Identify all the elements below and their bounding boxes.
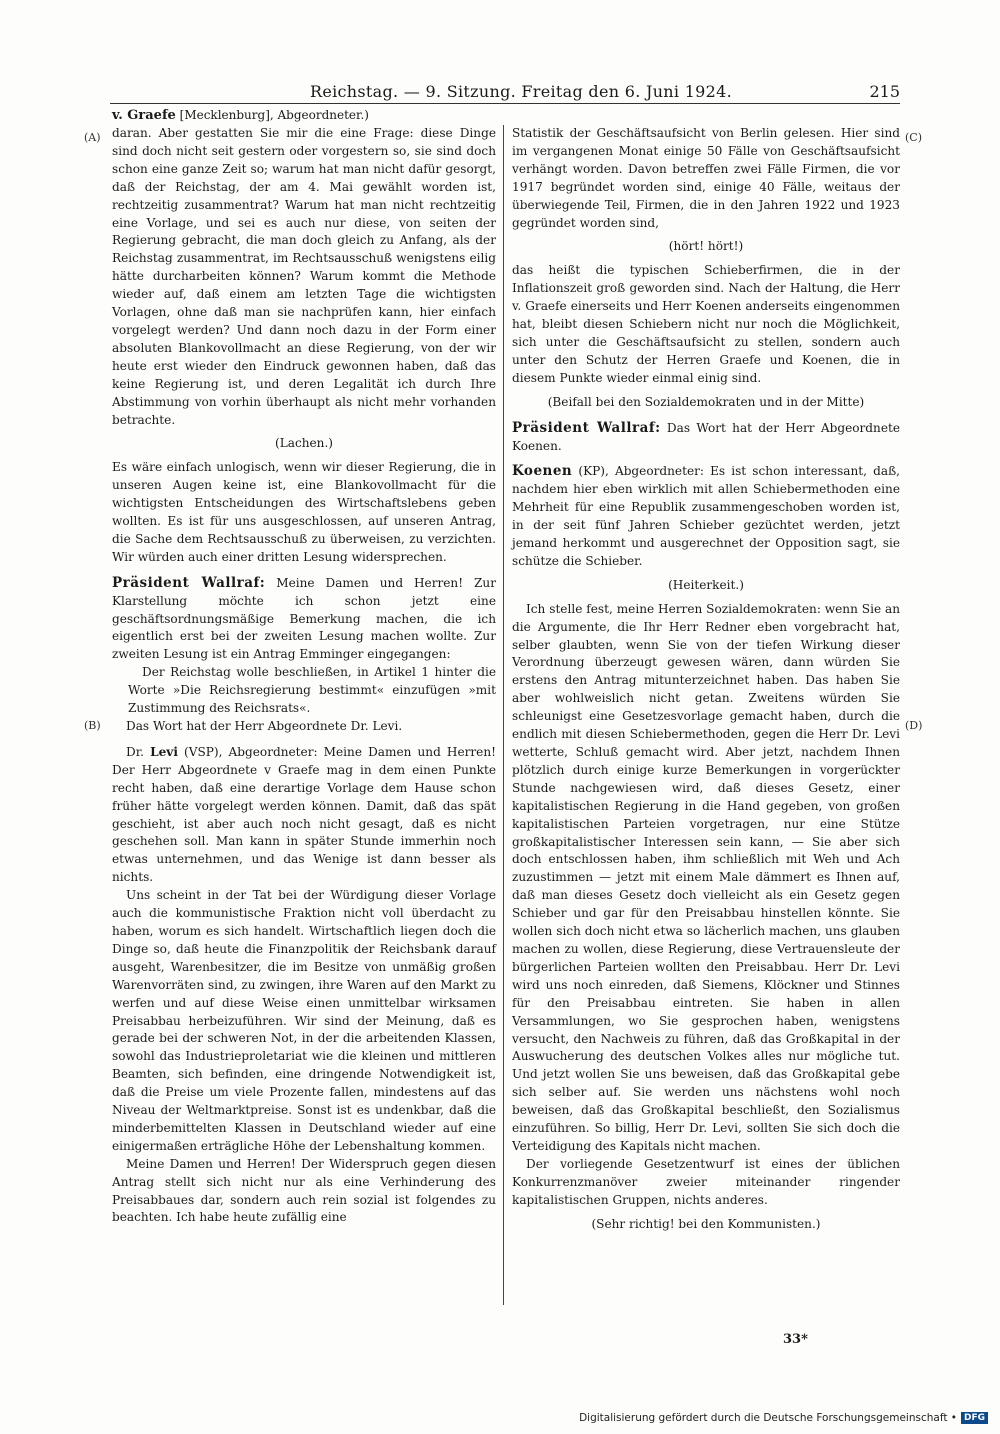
- speech-text: Das Wort hat der Herr Abgeordnete Koenen.: [512, 420, 900, 453]
- dfg-logo: DFG: [961, 1412, 988, 1424]
- signature-mark: 33*: [783, 1332, 808, 1347]
- margin-mark-b: (B): [84, 719, 101, 732]
- footer-text: Digitalisierung gefördert durch die Deutsche Forschungsgemeinschaft •: [579, 1412, 957, 1424]
- interjection: (hört! hört!): [668, 239, 744, 254]
- paragraph: Es wäre einfach unlogisch, wenn wir dieser Regierung, die in unseren Augen keine ist, eine Blankovollmacht für die wichtigsten Entscheidungen des Wirtschaftslebens geben wollten. Es ist für uns ausgeschlossen, auf unseren Antrag, die Sache dem Rechtsausschuß zu überweisen, zu verzichten. Wir würden auch einer dritten Lesung widersprechen.: [112, 460, 496, 564]
- column-divider: [503, 125, 504, 1305]
- paragraph: Das Wort hat der Herr Abgeordnete Dr. Levi.: [126, 719, 403, 733]
- paragraph: daran. Aber gestatten Sie mir die eine Frage: diese Dinge sind doch nicht seit gestern oder vorgestern so, sie sind doch schon eine ganze Zeit so; warum hat man nicht dafür gesorgt, daß der Reichstag, der am 4. Mai gewählt worden ist, rechtzeitig zusammentrat? Warum hat man nicht rechtzeitig eine Vorlage, und sei es auch nur diese, von seiten der Regierung gebracht, die man doch gleich zu Anfang, als der Reichstag zusammentrat, im Rechtsausschuß wenigstens eilig hätte durcharbeiten können? Warum kommt die Methode wieder auf, daß einem am letzten Tage die wichtigsten Vorlagen, ohne daß man sie nachprüfen kann, hier einfach vorgelegt werden? Und dann noch dazu in der Form einer absoluten Blankovollmacht an diese Regierung, von der wir heute erst wieder den Eindruck gewonnen haben, daß das keine Regierung ist, und deren Legalität ich durch Ihre Abstimmung von vorhin überhaupt als nicht mehr vorhanden betrachte.: [112, 126, 496, 427]
- speech-text: (KP), Abgeordneter: Es ist schon interessant, daß, nachdem hier eben wirklich mit allen Schiebermethoden eine Mehrheit für eine Republik zusammengeschoben worden ist, in der seit fünf Jahren Schieber gezüchtet werden, jetzt jemand herkommt und ausgerechnet der Opposition sagt, sie schütze die Schieber.: [512, 464, 900, 568]
- page-number: 215: [869, 82, 900, 101]
- footer: [579, 1412, 988, 1424]
- speech-text: Meine Damen und Herren! Zur Klarstellung möchte ich schon jetzt eine geschäftsordnungsmäßige Bemerkung machen, die ich eigentlich erst bei der zweiten Lesung machen wollte. Zur zweiten Lesung ist ein Antrag Emminger eingegangen:: [112, 575, 496, 662]
- speaker-header-role: [Mecklenburg], Abgeordneter.): [179, 108, 369, 122]
- paragraph: Statistik der Geschäftsaufsicht von Berlin gelesen. Hier sind im vergangenen Monat einige 50 Fälle von Geschäftsaufsicht verhängt worden. Davon betreffen zwei Fälle Firmen, die vor 1917 begründet worden sind, einige 40 Fälle, weitaus der überwiegende Teil, Firmen, die in den Jahren 1922 und 1923 gegründet worden sind,: [512, 126, 900, 230]
- speech-paragraph: [512, 463, 900, 570]
- paragraph: Meine Damen und Herren! Der Widerspruch gegen diesen Antrag stellt sich nicht nur als eine Verhinderung des Preisabbaues dar, sondern auch rein sozial ist folgendes zu beachten. Ich habe heute zufällig eine: [112, 1156, 496, 1225]
- motion-quote: Der Reichstag wolle beschließen, in Artikel 1 hinter die Worte »Die Reichsregierung bestimmt« einzufügen »mit Zustimmung des Reichsrats«.: [128, 665, 496, 716]
- paragraph: Der vorliegende Gesetzentwurf ist eines der üblichen Konkurrenzmanöver zweier miteinander ringender kapitalistischen Gruppen, nichts anderes.: [512, 1156, 900, 1207]
- paragraph: Uns scheint in der Tat bei der Würdigung dieser Vorlage auch die kommunistische Fraktion nicht voll überdacht zu haben, worum es sich handelt. Wirtschaftlich liegen doch die Dinge so, daß heute die Finanzpolitik der Reichsbank darauf ausgeht, Warenbesitzer, die im Besitze von unmäßig großen Warenvorräten sind, zu zwingen, ihre Waren auf den Markt zu werfen und auf diese Weise einen unmittelbar wirksamen Preisabbau herbeizuführen. Wir sind der Meinung, daß es gerade bei der schweren Not, in der die arbeitenden Klassen, sowohl das Industrieproletariat wie die kleinen und mittleren Beamten, sich befinden, eine dringende Notwendigkeit ist, daß die Preise um viele Prozente fallen, mindestens auf das Niveau der Weltmarktpreise. Sonst ist es undenkbar, daß die minderbemittelten Klassen in Deutschland wieder auf eine einigermaßen erträgliche Höhe der Lebenshaltung kommen.: [112, 888, 496, 1153]
- margin-mark-a: (A): [84, 131, 101, 144]
- margin-mark-d: (D): [905, 719, 923, 732]
- header-rule: [110, 103, 900, 104]
- interjection: (Heiterkeit.): [668, 577, 744, 592]
- speaker-name: Präsident Wallraf:: [512, 419, 661, 436]
- left-column: [112, 125, 496, 1227]
- paragraph: Ich stelle fest, meine Herren Sozialdemokraten: wenn Sie an die Argumente, die Ihr Herr Redner eben vorgebracht hat, selber glaubten, wenn Sie von der tiefen Wirkung dieser Verordnung überzeugt gewesen wären, dann würden Sie erstens den Antrag mitunterzeichnet haben. Das haben Sie aber wohlweislich nicht getan. Zweitens würden Sie schleunigst eine Gesetzesvorlage gemacht haben, durch die endlich mit diesen Schiebermethoden, gegen die Herr Dr. Levi wetterte, Schluß gemacht wird. Aber jetzt, nachdem Ihnen plötzlich durch einige kurze Bemerkungen in vorgerückter Stunde nachgewiesen wird, daß dieses Gesetz, einer kapitalistischen Regierung in die Hand gegeben, von großen kapitalistischen Parteien vorgetragen, nur eine Stütze großkapitalistischer Interessen sein kann, — Sie aber sich doch entschlossen haben, ihm schließlich mit Weh und Ach zuzustimmen — jetzt mit einem Male dämmert es Ihnen auf, daß man dieses Gesetz doch vielleicht als ein Gesetz gegen Schieber und gar für den Preisabbau hinstellen könnte. Sie wollen sich doch nicht etwa so lächerlich machen, uns glauben machen zu wollen, diese Regierung, diese Vertrauensleute der bürgerlichen Parteien wollten den Preisabbau. Herr Dr. Levi wird uns noch einreden, daß Siemens, Klöckner und Stinnes für den Preisabbau eintreten. Sie haben in allen Versammlungen, wo Sie gesprochen haben, wenigstens versucht, den Nachweis zu führen, daß das Großkapital in der Auswucherung des deutschen Volkes alles nur mögliche tut. Und jetzt wollen Sie uns beweisen, daß das Großkapital gebe sich selber auf. Sie werden uns nächstens wohl noch beweisen, daß das Großkapital beschließt, den Sozialismus einzuführen. So billig, Herr Dr. Levi, sollten Sie sich doch die Verteidigung des Kapitals nicht machen.: [512, 601, 900, 1153]
- speech-paragraph: [112, 575, 496, 665]
- speaker-name: Präsident Wallraf:: [112, 574, 266, 591]
- speaker-name: Koenen: [512, 463, 573, 480]
- page-title: Reichstag. — 9. Sitzung. Freitag den 6. Juni 1924.: [310, 82, 733, 101]
- speech-paragraph: [512, 420, 900, 456]
- paragraph: das heißt die typischen Schieberfirmen, die in der Inflationszeit groß geworden sind. Nach der Haltung, die Herr v. Graefe einerseits und Herr Koenen anderseits eingenommen hat, bleibt diesen Schiebern nicht nur noch die Möglichkeit, sich unter die Geschäftsaufsicht zu stellen, sondern auch unter den Schutz der Herren Graefe und Koenen, die in diesem Punkte wieder einmal einig sind.: [512, 263, 900, 385]
- interjection: (Sehr richtig! bei den Kommunisten.): [591, 1216, 821, 1231]
- speech-text: (VSP), Abgeordneter: Meine Damen und Herren! Der Herr Abgeordnete v Graefe mag in dem einen Punkte recht haben, daß eine derartige Vorlage dem Hause schon früher hätte vorgelegt werden können. Damit, daß das spät geschieht, ist aber auch noch nicht gesagt, daß es nicht geschehen soll. Man kann in später Stunde immerhin noch etwas unternehmen, und das Wenige ist dann besser als nichts.: [112, 744, 496, 885]
- margin-mark-c: (C): [905, 131, 922, 144]
- interjection: (Lachen.): [274, 436, 334, 451]
- speaker-header-name: v. Graefe: [112, 108, 176, 123]
- speech-paragraph: [112, 744, 496, 887]
- right-column: [512, 125, 900, 1239]
- speaker-prefix: Dr.: [126, 744, 151, 759]
- interjection: (Beifall bei den Sozialdemokraten und in der Mitte): [547, 394, 865, 409]
- speaker-header: [112, 108, 369, 123]
- speaker-name: Levi: [150, 744, 178, 759]
